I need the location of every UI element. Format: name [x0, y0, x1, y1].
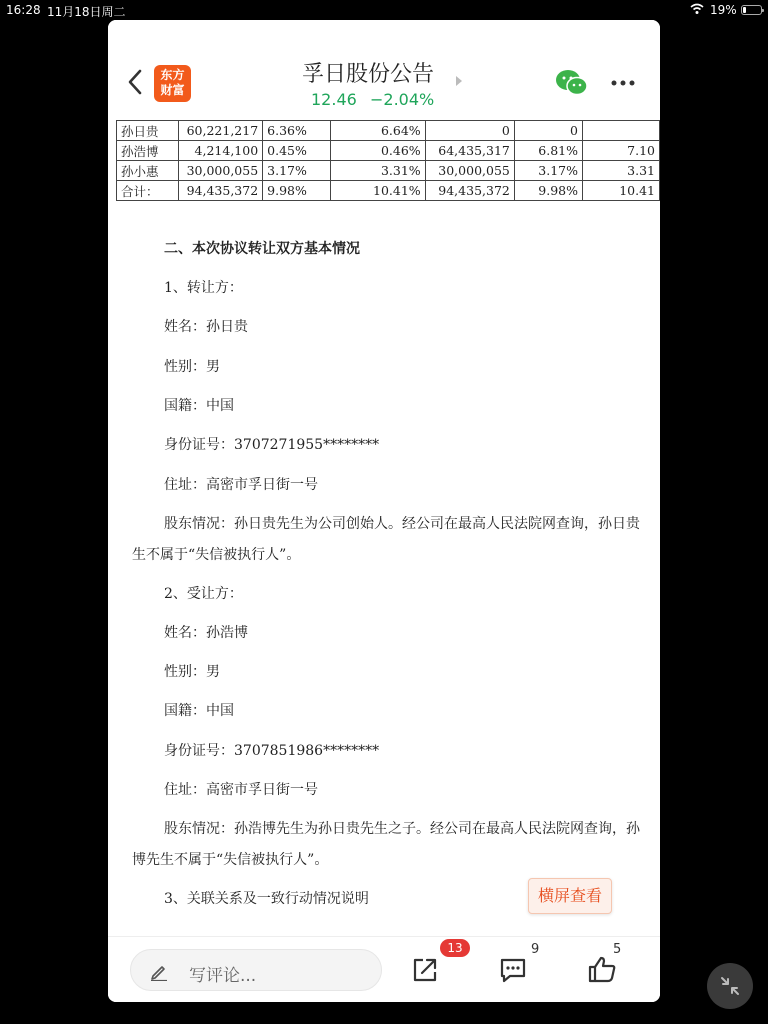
table-cell: 0.46% [331, 141, 425, 161]
transferee-nationality: 国籍：中国 [164, 703, 234, 719]
table-cell: 3.17% [263, 161, 331, 181]
table-cell: 合计： [117, 181, 179, 201]
table-cell: 孙小惠 [117, 161, 179, 181]
table-cell: 0 [514, 121, 582, 141]
more-icon[interactable] [610, 80, 636, 86]
table-cell: 9.98% [263, 181, 331, 201]
transferor-name: 姓名：孙日贵 [164, 319, 248, 335]
transferor-status-line1: 股东情况：孙日贵先生为公司创始人。经公司在最高人民法院网查询，孙日贵 [164, 516, 640, 532]
transferee-title: 2、受让方： [164, 586, 243, 602]
transferor-address: 住址：高密市孚日街一号 [164, 477, 318, 493]
back-icon[interactable] [126, 68, 144, 96]
shareholding-table [116, 120, 660, 201]
bottom-toolbar [108, 936, 660, 1002]
table-cell: 6.64% [331, 121, 425, 141]
table-row [117, 181, 660, 201]
comment-count: 9 [531, 942, 540, 957]
status-time: 16:28 [6, 3, 41, 17]
transferee-gender: 性别：男 [164, 664, 220, 680]
transferee-name: 姓名：孙浩博 [164, 625, 248, 641]
table-cell: 30,000,055 [425, 161, 514, 181]
comment-placeholder: 写评论... [189, 966, 257, 986]
transferor-gender: 性别：男 [164, 359, 220, 375]
stock-price: 12.46 [311, 90, 357, 109]
table-cell: 3.31% [331, 161, 425, 181]
pencil-icon [149, 961, 169, 981]
transferee-address: 住址：高密市孚日街一号 [164, 782, 318, 798]
table-row [117, 121, 660, 141]
table-cell: 6.81% [514, 141, 582, 161]
logo-text-line1: 东方 [160, 68, 185, 82]
section-heading: 二、本次协议转让双方基本情况 [164, 241, 360, 257]
table-cell [583, 121, 660, 141]
table-row [117, 141, 660, 161]
table-cell: 10.41% [331, 181, 425, 201]
table-cell: 9.98% [514, 181, 582, 201]
page-title[interactable]: 孚日股份公告 [301, 62, 434, 87]
status-date: 11月18日周二 [47, 5, 126, 19]
article-panel [108, 20, 660, 1002]
transferee-id: 身份证号：3707851986******** [164, 743, 380, 759]
share-count-badge: 13 [440, 939, 470, 957]
table-cell: 0.45% [263, 141, 331, 161]
eastmoney-logo [154, 65, 191, 102]
table-cell: 孙浩博 [117, 141, 179, 161]
comment-icon[interactable] [499, 957, 527, 983]
table-row [117, 161, 660, 181]
landscape-view-button[interactable]: 横屏查看 [528, 878, 612, 914]
transferee-status-line1: 股东情况：孙浩博先生为孙日贵先生之子。经公司在最高人民法院网查询，孙 [164, 821, 640, 837]
transferor-id: 身份证号：3707271955******** [164, 437, 380, 453]
collapse-floating-button[interactable] [707, 963, 753, 1009]
relation-title: 3、关联关系及一致行动情况说明 [164, 891, 369, 907]
article-header [108, 20, 660, 118]
table-cell: 6.36% [263, 121, 331, 141]
comment-input[interactable] [130, 949, 382, 991]
table-cell: 7.10 [583, 141, 660, 161]
announcement-document [108, 118, 660, 958]
table-cell: 94,435,372 [425, 181, 514, 201]
title-arrow-icon[interactable] [456, 76, 462, 86]
table-cell: 0 [425, 121, 514, 141]
table-cell: 4,214,100 [179, 141, 263, 161]
status-bar [0, 0, 768, 20]
battery-percent: 19% [710, 3, 737, 17]
transferor-title: 1、转让方： [164, 280, 243, 296]
thumbs-up-icon[interactable] [587, 955, 617, 983]
logo-text-line2: 财富 [160, 83, 185, 97]
wechat-share-icon[interactable] [555, 69, 589, 97]
transferor-status-line2: 生不属于“失信被执行人”。 [132, 547, 301, 563]
table-cell: 3.17% [514, 161, 582, 181]
wifi-icon [690, 3, 704, 15]
collapse-icon [719, 975, 741, 997]
table-cell: 60,221,217 [179, 121, 263, 141]
table-cell: 10.41 [583, 181, 660, 201]
table-cell: 64,435,317 [425, 141, 514, 161]
transferor-nationality: 国籍：中国 [164, 398, 234, 414]
transferee-status-line2: 博先生不属于“失信被执行人”。 [132, 852, 329, 868]
stock-change: −2.04% [370, 90, 435, 109]
like-count: 5 [613, 942, 622, 957]
share-icon[interactable] [412, 957, 438, 983]
battery-icon [741, 5, 762, 15]
table-cell: 94,435,372 [179, 181, 263, 201]
table-cell: 3.31 [583, 161, 660, 181]
table-cell: 30,000,055 [179, 161, 263, 181]
table-cell: 孙日贵 [117, 121, 179, 141]
